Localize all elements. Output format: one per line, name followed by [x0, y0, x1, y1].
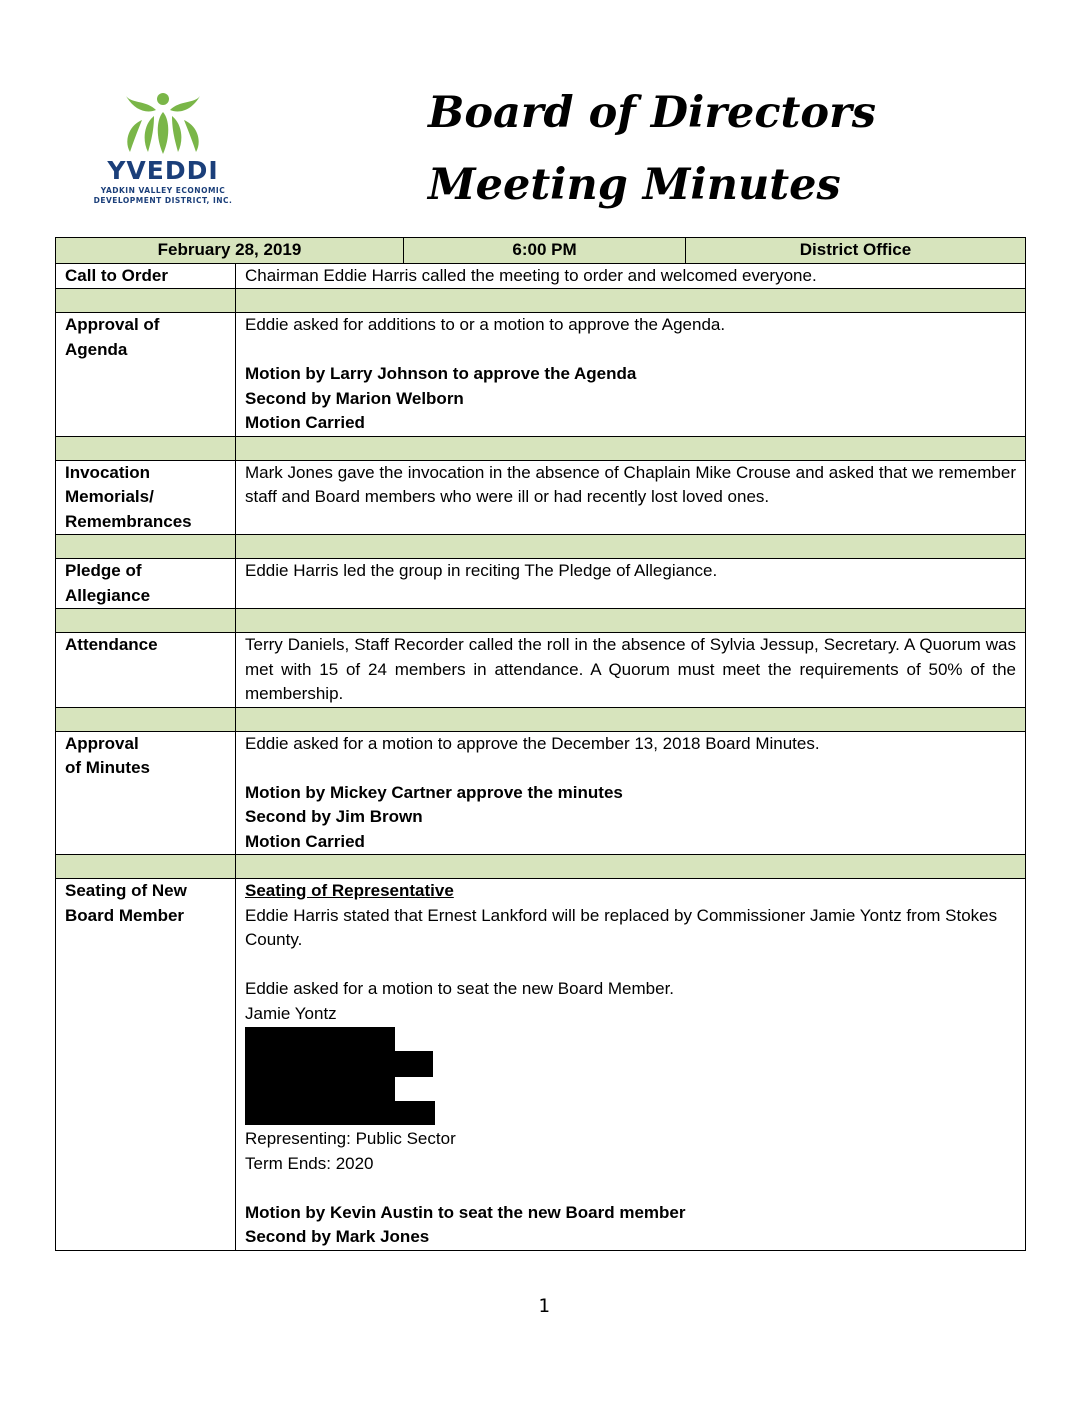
member-name: Jamie Yontz — [245, 1003, 337, 1023]
pledge-row — [56, 559, 1026, 609]
separator-row — [56, 535, 1026, 559]
second-text: Second by Mark Jones — [245, 1227, 430, 1246]
motion-text: Motion by Larry Johnson to approve the Agenda — [245, 364, 637, 383]
paragraph: Eddie Harris stated that Ernest Lankford will be replaced by Commissioner Jamie Yontz from Stokes County. — [245, 905, 998, 949]
motion-text: Motion by Kevin Austin to seat the new Board member — [245, 1202, 686, 1222]
separator-row — [56, 707, 1026, 731]
section-content — [236, 313, 1026, 437]
term-text: Term Ends: 2020 — [245, 1153, 374, 1173]
separator-row — [56, 289, 1026, 313]
section-label: Seating of New Board Member — [56, 879, 236, 1251]
meeting-time: 6:00 PM — [404, 238, 686, 264]
approval-of-minutes-row — [56, 731, 1026, 855]
yveddi-leaf-figure-icon — [90, 90, 236, 156]
attendance-row — [56, 633, 1026, 708]
logo-subtitle: DEVELOPMENT DISTRICT, INC. — [93, 196, 233, 205]
section-content: Chairman Eddie Harris called the meeting to order and welcomed everyone. — [236, 263, 1026, 289]
seating-row — [56, 879, 1026, 1251]
motion-text: Motion by Mickey Cartner approve the minutes — [245, 782, 623, 802]
subsection-heading: Seating of Representative — [245, 881, 454, 900]
section-label: Invocation Memorials/ Remembrances — [56, 460, 236, 535]
redacted-block — [245, 1027, 435, 1125]
minutes-table — [55, 237, 1026, 1251]
motion-result: Motion Carried — [245, 831, 365, 851]
section-content — [236, 879, 1026, 1251]
page-number: 1 — [538, 1295, 550, 1317]
motion-result: Motion Carried — [245, 413, 365, 432]
section-label: Approval of Agenda — [56, 313, 236, 437]
section-content — [236, 731, 1026, 855]
representing-text: Representing: Public Sector — [245, 1129, 456, 1148]
invocation-row — [56, 460, 1026, 535]
paragraph: Eddie asked for a motion to approve the December 13, 2018 Board Minutes. — [245, 733, 820, 753]
section-content: Eddie Harris led the group in reciting The Pledge of Allegiance. — [236, 559, 1026, 609]
paragraph: Eddie asked for additions to or a motion to approve the Agenda. — [245, 315, 726, 334]
section-content: Terry Daniels, Staff Recorder called the roll in the absence of Sylvia Jessup, Secretary. A Quorum was met with 15 of 24 members in attendance. A Quorum must meet the requirements of 50% of the membership. — [236, 633, 1026, 708]
meeting-header-row — [56, 238, 1026, 264]
section-label: Call to Order — [56, 263, 236, 289]
separator-row — [56, 609, 1026, 633]
yveddi-logo — [90, 90, 236, 208]
logo-subtitle: YADKIN VALLEY ECONOMIC — [100, 186, 226, 195]
call-to-order-row — [56, 263, 1026, 289]
paragraph: Eddie asked for a motion to seat the new Board Member. — [245, 979, 675, 998]
separator-row — [56, 436, 1026, 460]
meeting-location: District Office — [686, 238, 1026, 264]
second-text: Second by Jim Brown — [245, 807, 423, 826]
logo-name: YVEDDI — [107, 156, 219, 185]
document-subtitle: Meeting Minutes — [428, 160, 841, 210]
section-label: Attendance — [56, 633, 236, 708]
section-content: Mark Jones gave the invocation in the absence of Chaplain Mike Crouse and asked that we remember staff and Board members who were ill or had recently lost loved ones. — [236, 460, 1026, 535]
approval-of-agenda-row — [56, 313, 1026, 437]
separator-row — [56, 855, 1026, 879]
second-text: Second by Marion Welborn — [245, 388, 464, 408]
meeting-date: February 28, 2019 — [56, 238, 404, 264]
section-label: Pledge of Allegiance — [56, 559, 236, 609]
section-label: Approval of Minutes — [56, 731, 236, 855]
document-title: Board of Directors — [428, 88, 876, 138]
